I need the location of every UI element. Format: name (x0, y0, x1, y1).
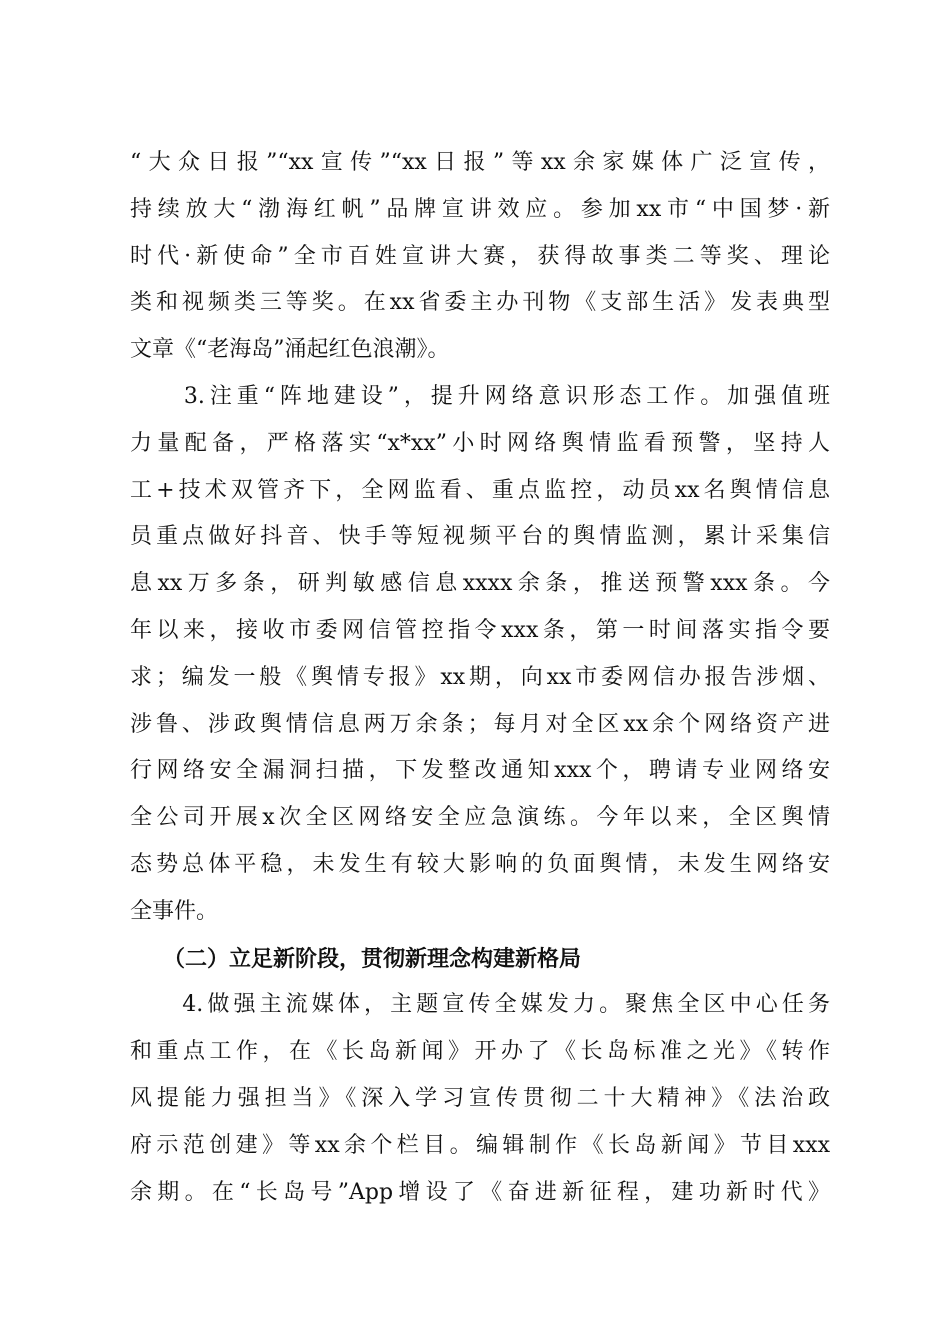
text-line: 4.做强主流媒体，主题宣传全媒发力。聚焦全区中心任务 (130, 992, 830, 1018)
text-line: 涉鲁、涉政舆情信息两万余条；每月对全区xx余个网络资产进 (130, 711, 830, 737)
text-line: 年以来，接收市委网信管控指令xxx条，第一时间落实指令要 (130, 617, 830, 643)
text-line: 全公司开展x次全区网络安全应急演练。今年以来，全区舆情 (130, 805, 830, 831)
text-line: 3.注重“阵地建设”，提升网络意识形态工作。加强值班 (130, 383, 830, 409)
text-line: 求；编发一般《舆情专报》xx期，向xx市委网信办报告涉烟、 (130, 664, 830, 690)
text-line: 类和视频类三等奖。在xx省委主办刊物《支部生活》发表典型 (130, 290, 830, 316)
text-line: 员重点做好抖音、快手等短视频平台的舆情监测，累计采集信 (130, 524, 830, 550)
text-line: 余期。在“长岛号”App增设了《奋进新征程，建功新时代》 (130, 1179, 830, 1205)
text-line: 态势总体平稳，未发生有较大影响的负面舆情，未发生网络安 (130, 851, 830, 877)
text-line: 和重点工作，在《长岛新闻》开办了《长岛标准之光》《转作 (130, 1039, 830, 1065)
text-line: 时代·新使命”全市百姓宣讲大赛，获得故事类二等奖、理论 (130, 243, 830, 269)
section-heading: （二）立足新阶段，贯彻新理念构建新格局 (130, 945, 582, 972)
text-line: 文章《“老海岛”涌起红色浪潮》。 (130, 337, 450, 363)
text-line: 全事件。 (130, 898, 219, 924)
text-line: 持续放大“渤海红帆”品牌宣讲效应。参加xx市“中国梦·新 (130, 196, 830, 222)
text-line: 力量配备，严格落实“x*xx”小时网络舆情监看预警，坚持人 (130, 430, 830, 456)
text-line: 府示范创建》等xx余个栏目。编辑制作《长岛新闻》节目xxx (130, 1132, 830, 1158)
text-line: 行网络安全漏洞扫描，下发整改通知xxx个，聘请专业网络安 (130, 758, 830, 784)
body-text (130, 140, 830, 1216)
text-line: 风提能力强担当》《深入学习宣传贯彻二十大精神》《法治政 (130, 1085, 830, 1111)
text-line: 工+技术双管齐下，全网监看、重点监控，动员xx名舆情信息 (130, 477, 830, 503)
text-line: 息xx万多条，研判敏感信息xxxx余条，推送预警xxx条。今 (130, 571, 830, 597)
text-line: “大众日报”“xx宣传”“xx日报”等xx余家媒体广泛宣传， (130, 150, 830, 175)
